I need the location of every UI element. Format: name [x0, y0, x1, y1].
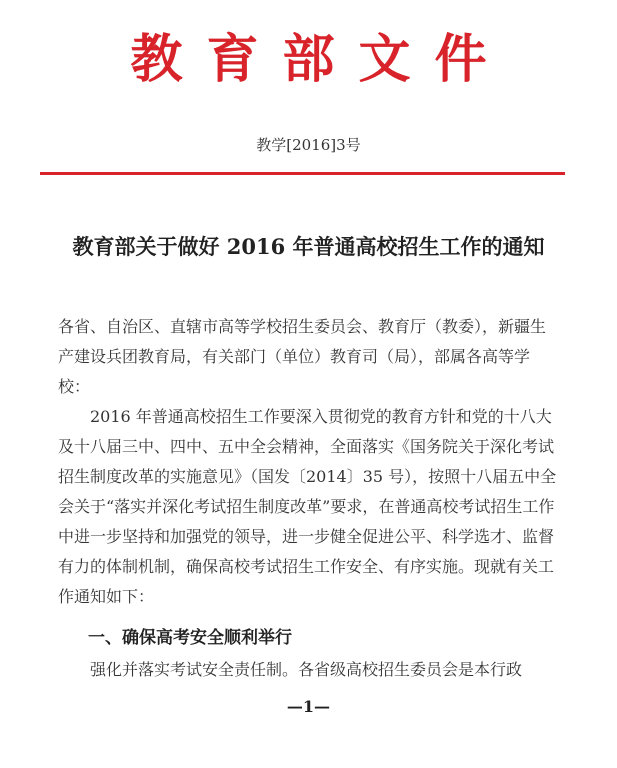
- addressees: 各省、自治区、直辖市高等学校招生委员会、教育厅（教委），新疆生产建设兵团教育局，有关部门（单位）教育司（局），部属各高等学校：: [58, 317, 547, 396]
- red-divider: [40, 172, 565, 175]
- section-heading: 一、确保高考安全顺利举行: [88, 628, 292, 648]
- page-number: —1—: [286, 697, 331, 716]
- paragraph-1: 2016 年普通高校招生工作要深入贯彻党的教育方针和党的十八大及十八届三中、四中、五中全会精神，全面落实《国务院关于深化考试招生制度改革的实施意见》（国发〔2014〕35 号），按照十八届五中全会关于“落实并深化考试招生制度改革”要求，在普通高校考试招生工作中进一步坚持和加强党的领导，进一步健全促进公平、科学选才、监督有力的体制机制，确保高校考试招生工作安全、有序实施。现就有关工作通知如下：: [58, 407, 557, 606]
- document-title: 教育部关于做好 2016 年普通高校招生工作的通知: [72, 234, 545, 259]
- paragraph-2: 强化并落实考试安全责任制。各省级高校招生委员会是本行政: [90, 660, 523, 679]
- document-number: 教学[2016]3号: [256, 136, 361, 154]
- header-title: 教育部文件: [130, 29, 511, 90]
